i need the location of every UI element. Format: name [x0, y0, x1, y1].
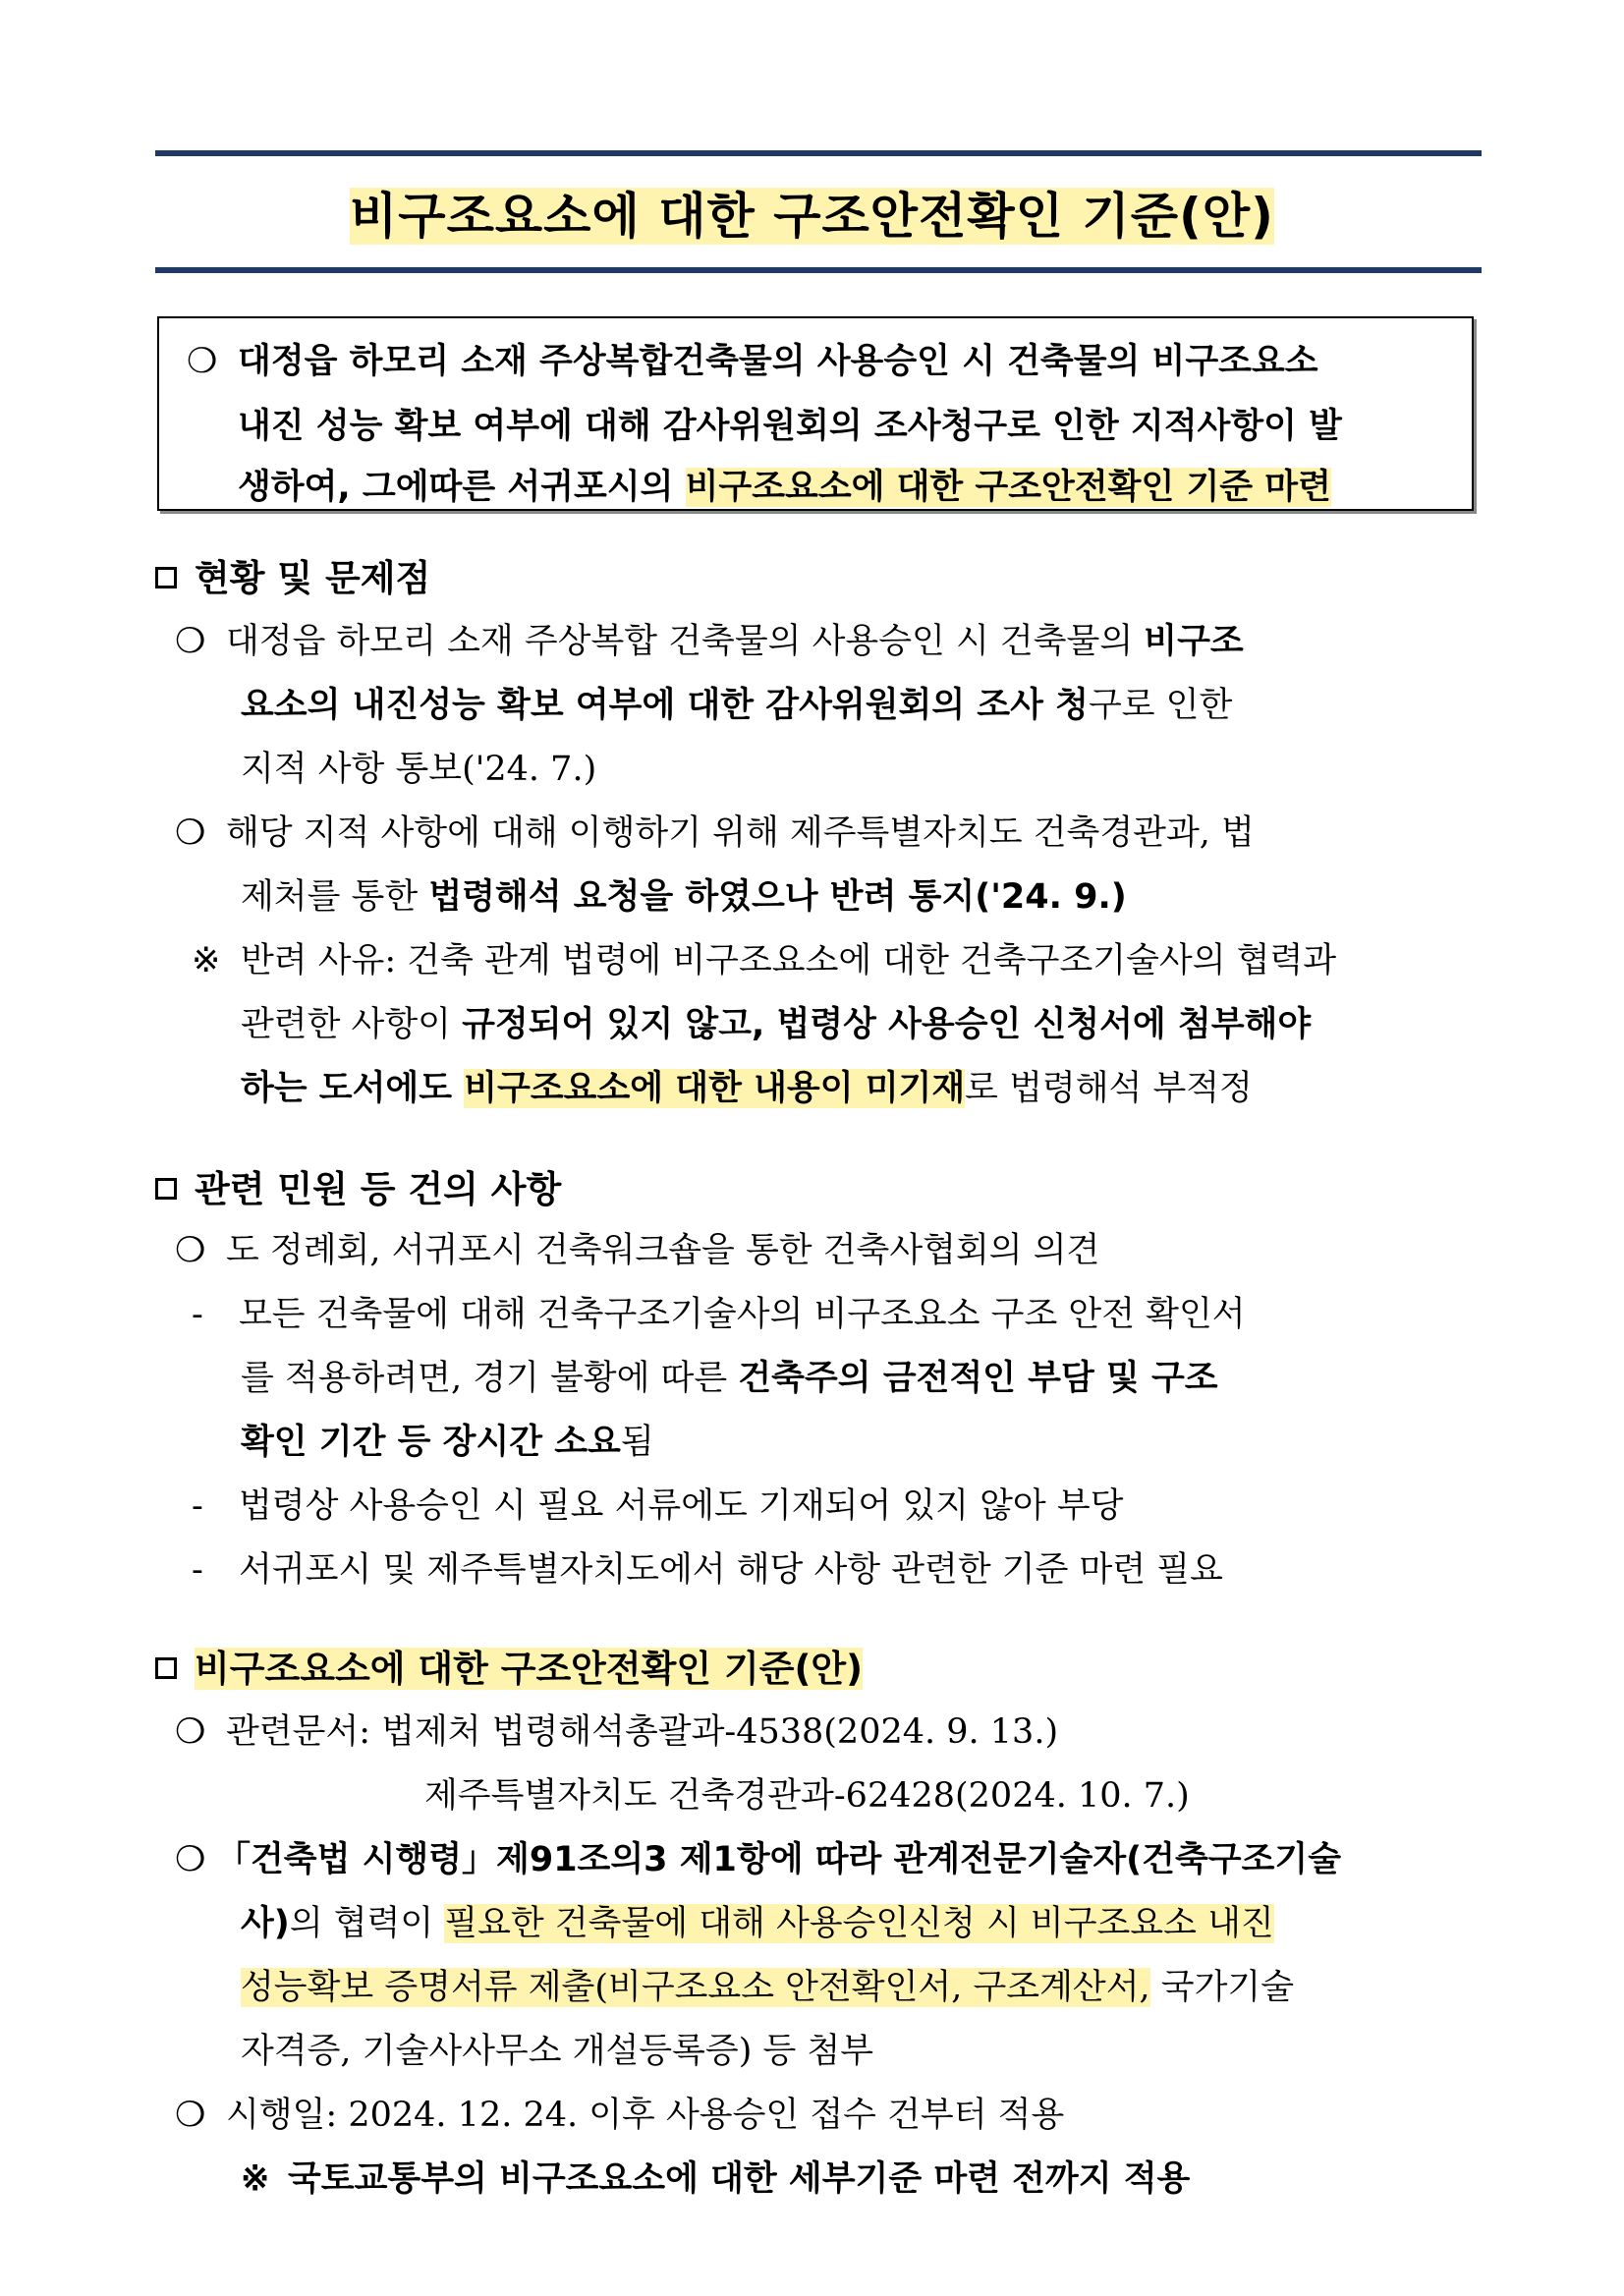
summary-line-1: ❍ 대정읍 하모리 소재 주상복합건축물의 사용승인 시 건축물의 비구조요소	[187, 342, 1318, 381]
status-note-line-3: 하는 도서에도 비구조요소에 대한 내용이 미기재로 법령해석 부적정	[241, 1069, 1253, 1108]
complaints-dash-2: - 법령상 사용승인 시 필요 서류에도 기재되어 있지 않아 부당	[192, 1486, 1124, 1526]
criteria-bullet-2-line-4: 자격증, 기술사사무소 개설등록증) 등 첨부	[241, 2032, 874, 2071]
title-bottom-rule	[155, 267, 1482, 273]
complaints-dash-1-line-1: - 모든 건축물에 대해 건축구조기술사의 비구조요소 구조 안전 확인서	[192, 1295, 1246, 1334]
criteria-bullet-2-line-3: 성능확보 증명서류 제출(비구조요소 안전확인서, 구조계산서, 국가기술	[241, 1968, 1295, 2007]
checkbox-square-icon	[155, 1178, 177, 1200]
complaints-dash-1-line-2: 를 적용하려면, 경기 불황에 따른 건축주의 금전적인 부담 및 구조	[241, 1359, 1218, 1398]
section-heading-complaints: 관련 민원 등 건의 사항	[155, 1159, 561, 1212]
summary-line-3: 생하여, 그에따른 서귀포시의 비구조요소에 대한 구조안전확인 기준 마련	[238, 468, 1331, 507]
complaints-dash-3: - 서귀포시 및 제주특별자치도에서 해당 사항 관련한 기준 마련 필요	[192, 1550, 1223, 1590]
checkbox-square-icon	[155, 567, 177, 588]
summary-line-2: 내진 성능 확보 여부에 대해 감사위원회의 조사청구로 인한 지적사항이 발	[238, 407, 1342, 446]
status-bullet-1-line-1: ❍ 대정읍 하모리 소재 주상복합 건축물의 사용승인 시 건축물의 비구조	[175, 622, 1244, 661]
criteria-note: ※ 국토교통부의 비구조요소에 대한 세부기준 마련 전까지 적용	[241, 2158, 1191, 2199]
criteria-bullet-1-line-2: 제주특별자치도 건축경관과-62428(2024. 10. 7.)	[424, 1776, 1190, 1816]
status-note-line-2: 관련한 사항이 규정되어 있지 않고, 법령상 사용승인 신청서에 첨부해야	[241, 1005, 1312, 1044]
complaints-dash-1-line-3: 확인 기간 등 장시간 소요됨	[241, 1423, 654, 1462]
page-title: 비구조요소에 대한 구조안전확인 기준(안)	[349, 188, 1275, 245]
criteria-bullet-3: ❍ 시행일: 2024. 12. 24. 이후 사용승인 접수 건부터 적용	[175, 2096, 1065, 2135]
criteria-bullet-1-line-1: ❍ 관련문서: 법제처 법령해석총괄과-4538(2024. 9. 13.)	[175, 1712, 1059, 1752]
section-heading-status: 현황 및 문제점	[155, 548, 430, 601]
status-bullet-1-line-3: 지적 사항 통보('24. 7.)	[241, 750, 597, 789]
checkbox-square-icon	[155, 1657, 177, 1679]
status-note-line-1: ※ 반려 사유: 건축 관계 법령에 비구조요소에 대한 건축구조기술사의 협력과	[192, 941, 1337, 980]
status-bullet-2-line-2: 제처를 통한 법령해석 요청을 하였으나 반려 통지('24. 9.)	[241, 877, 1127, 917]
criteria-bullet-2-line-1: ❍ 「건축법 시행령」제91조의3 제1항에 따라 관계전문기술자(건축구조기술	[175, 1840, 1342, 1879]
section-heading-criteria: 비구조요소에 대한 구조안전확인 기준(안)	[155, 1639, 863, 1692]
complaints-bullet-1: ❍ 도 정례회, 서귀포시 건축워크숍을 통한 건축사협회의 의견	[175, 1231, 1100, 1270]
summary-box	[157, 316, 1474, 511]
status-bullet-1-line-2: 요소의 내진성능 확보 여부에 대한 감사위원회의 조사 청구로 인한	[241, 686, 1233, 725]
summary-bullet: ❍	[187, 342, 218, 381]
criteria-bullet-2-line-2: 사)의 협력이 필요한 건축물에 대해 사용승인신청 시 비구조요소 내진	[241, 1904, 1274, 1943]
status-bullet-2-line-1: ❍ 해당 지적 사항에 대해 이행하기 위해 제주특별자치도 건축경관과, 법	[175, 813, 1255, 853]
title-top-rule	[155, 150, 1482, 156]
